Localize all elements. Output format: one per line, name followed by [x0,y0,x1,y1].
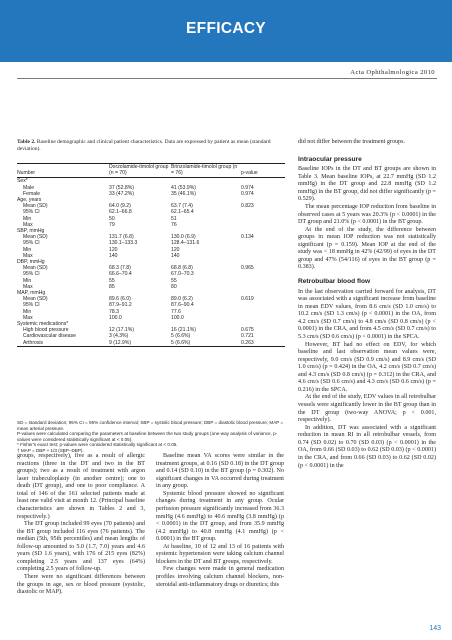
table-cell-pvalue [241,178,285,185]
table-cell-bt: 63.7 (7.4) [171,203,193,210]
table-footnote: † MAP = DBP + 1/3 (SBP–DBP). [17,447,84,453]
table-cell-label: Min [23,215,32,222]
body-paragraph: However, BT had no effect on EDV, for which baseline and last observation mean values were, respectively, 9.0 cm/s (SD 0.9 cm/s) and 8.9 cm/s (SD 1.0 cm/s) (p = 0.424) in the OA, 4.2 cm/s (SD 0.7 cm/s) and 4.3 cm/s (SD 0.8 cm/s) (p = 0.312) in the CRA, and 4.6 cm/s (SD 0.6 cm/s) and 4.3 cm/s (SD 0.6 cm/s) (p = 0.216) in the SPCA. [298,341,436,393]
table-cell-dt: 50 [109,215,115,222]
table-cell-bt: 128.4–131.6 [171,240,200,247]
table-cell-bt: 62.1–65.4 [171,209,194,216]
section-heading-rbf: Retrobulbar blood flow [298,278,371,285]
table-cell-label: 95% CI [23,209,40,216]
body-paragraph: groups, respectively), five as a result of allergic reactions (three in the DT and two in the BT groups); two as a result of treatment with argon laser trabeculoplasty (in another centre); one to death (DT group), and one to poor compliance. A total of 146 of the 161 selected patients made at least one valid visit at month 12. (Principal baseline characteristics are shown in Tables 2 and 3, respectively.) [17,453,145,520]
table-cell-pvalue: 0.675 [241,327,254,334]
body-paragraph: At baseline, 10 of 12 and 13 of 16 patients with systemic hypertension were taking calcium channel blockers in the DT and BT groups, respectively. [156,543,284,565]
table-cell-dt [109,178,171,185]
table-cell-dt: 62.1–66.8 [109,209,132,216]
table-caption-text: Baseline demographic and clinical patient characteristics. Data are expressed by patient as mean (standard deviation). [17,139,271,152]
table-header-number: Number [17,164,109,178]
journal-name: Acta Ophthalmologica 2010 [350,69,435,76]
table-body [17,178,285,346]
body-paragraph: The mean percentage IOP reduction from baseline in observed cases at 5 years was 20.3% (p < 0.0001) in the DT group and 21.0% (p < 0.0001) in the BT group. [298,203,436,226]
table-cell-dt: 66.6–70.4 [109,271,132,278]
table-cell-dt: 131.7 (6.8) [109,234,134,241]
body-paragraph: In addition, DT was associated with a significant reduction in mean RI in all retrobulbar vessels, from 0.74 (SD 0.02) to 0.70 (SD 0.03) (p < 0.0001) in the OA, from 0.66 (SD 0.03) to 0.62 (SD 0.03) (p < 0.0001) in the CRA, and from 0.66 (SD 0.03) to 0.62 (SD 0.02) (p < 0.0001) in the [298,424,436,469]
table-cell-pvalue: 0.974 [241,190,254,197]
table-cell-bt: 140 [171,252,180,259]
table-cell-pvalue: 0.263 [241,340,285,347]
body-paragraph: In the last observation carried forward for analysis, DT was associated with a significant increase from baseline in mean EDV values, from 8.6 cm/s (SD 1.0 cm/s) to 10.2 cm/s (SD 1.3 cm/s) (p < 0.0001) in the OA, from 4.2 cm/s (SD 0.7 cm/s) to 4.8 cm/s (SD 0.8 cm/s) (p < 0.0001) in the CRA, and from 4.5 cm/s (SD 0.7 cm/s) to 5.3 cm/s (SD 0.6 cm/s) (p < 0.0001) in the SPCA. [298,288,436,340]
table-cell-label: Age, years [17,197,42,204]
table-header-dt: Dorzolamide-timolol group (n = 70) [109,164,171,178]
table-caption-label: Table 2. [17,139,36,145]
table-cell-label: 95% CI [23,271,40,278]
section-heading-iop: Intraocular pressure [298,155,362,163]
table-cell-pvalue: 0.134 [241,234,254,241]
table-caption [17,139,285,152]
table-cell-label: Max [23,283,33,290]
body-paragraph: The DT group included 99 eyes (70 patients) and the BT group included 116 eyes (76 patients). The median (5th, 95th percentiles) and mean lengths of follow-up amounted to 5.0 (1.7, 7.0) years and 4.6 years (SD 1.6 years), with 176 of 215 eyes (82%) completing 2.5 years and 137 eyes (64%) completing 2.5 years of follow-up. [17,521,145,573]
body-paragraph: did not differ between the treatment groups. [298,139,406,145]
table-cell-label: Mean (SD) [23,203,48,210]
table-cell-bt: 5 (6.6%) [171,340,241,347]
table-cell-label: Min [23,246,32,253]
body-paragraph: Baseline IOPs in the DT and BT groups are shown in Table 3. Mean baseline IOPs, at 22.7 mmHg (SD 1.2 mmHg) in the DT group and 22.8 mmHg (SD 1.2 mmHg) in the BT group, did not differ significantly (p = 0.529). [298,166,436,203]
body-paragraph: Baseline mean VA scores were similar in the treatment groups, at 0.16 (SD 0.18) in the DT group and 0.14 (SD 0.10) in the BT group (p = 0.302). No significant changes in VA occurred during treatment in any group. [156,453,284,490]
body-column-left [17,453,145,597]
table-cell-label: 95% CI [23,240,40,247]
table-cell-dt: 79 [109,221,115,228]
table-cell-label: MAP, mmHg [17,290,46,297]
table-cell-pvalue: 0.965 [241,265,254,272]
table-cell-pvalue: 0.619 [241,296,254,303]
table-cell-label: Min [23,277,32,284]
body-paragraph: Few changes were made in general medication profiles involving calcium channel blockers, non-steroidal anti-inflammatory drugs or diuretics; this [156,566,284,588]
table-cell-dt: 55 [109,277,115,284]
table-cell-bt: 100.0 [171,314,184,321]
table-cell-bt: 80 [171,283,177,290]
table-cell-dt: 12 (17.1%) [109,327,134,334]
table-cell-dt: 78.3 [109,308,119,315]
table-cell-dt: 64.0 (9.2) [109,203,131,210]
body-paragraph: At the end of the study, the difference between groups in mean IOP reduction was not statistically significant (p = 0.159). Mean IOP at the end of the study was < 18 mmHg in 42% (42/99) of eyes in the DT group and 47% (54/116) of eyes in the BT group (p = 0.383). [298,226,436,271]
table-cell-dt: 68.3 (7.8) [109,265,131,272]
table-cell-label: Arthrosis [17,340,109,347]
table-cell-label: Systemic medications* [17,321,69,328]
table-cell-label: Max [23,252,33,259]
table-cell-dt: 100.0 [109,314,122,321]
table-cell-bt: 77.6 [171,308,181,315]
table-cell-label: Max [23,221,33,228]
table-footnotes [17,420,285,454]
table-cell-dt: 140 [109,252,118,259]
table-cell-label: Male [23,184,35,191]
table-cell-dt: 3 (4.3%) [109,333,129,340]
table-cell-label: Min [23,308,32,315]
table-cell-dt: 9 (12.9%) [109,340,171,347]
table-cell-dt: 85 [109,283,115,290]
table-cell-dt: 89.6 (6.0) [109,296,131,303]
table-cell-dt: 120 [109,246,118,253]
table-row [17,340,285,347]
table-cell-label: DBP, mmHg [17,259,45,266]
table-cell-bt: 120 [171,246,180,253]
header-rule [17,78,437,79]
body-paragraph: At the end of the study, EDV values in all retrobulbar vessels were significantly lower in the BT group than in the DT group (two-way ANOVA; p < 0.001, respectively). [298,394,436,424]
table-cell-bt: 51 [171,215,177,222]
table-footnote: SD = standard deviation; 95% CI = 95% confidence interval; SBP = systolic blood pressure; DBP = diastolic blood pressure; MAP = mean arterial pressure. [17,420,284,431]
page-number: 143 [429,625,441,632]
table-cell-label: High blood pressure [23,327,69,334]
section-title: EFFICACY [186,20,266,37]
table-footnote: * Fisher's exact test; p-values were considered statistically significant at < 0.05. [17,442,178,448]
table-cell-bt: 41 (53.9%) [171,184,196,191]
table-cell-label: Sex* [17,178,28,185]
table-cell-label: Max [23,314,33,321]
table-cell-pvalue: 0.974 [241,184,254,191]
body-paragraph: There were no significant differences between the groups in age, sex or blood pressure (systolic, diastolic or MAP). [17,574,145,596]
table-cell-bt: 68.8 (6.8) [171,265,193,272]
table-cell-dt: 33 (47.2%) [109,190,134,197]
table-footnote: P-values were calculated comparing the parameters at baseline between the two study groups (one-way analysis of variance, p-values were considered statistically significant at < 0.05). [17,431,278,442]
table-row [17,178,285,185]
demographics-table [17,163,285,347]
table-cell-bt: 55 [171,277,177,284]
table-cell-dt: 87.9–91.2 [109,302,132,309]
table-cell-bt: 5 (6.6%) [171,333,191,340]
table-header-pvalue: p-value [241,164,285,178]
table-cell-pvalue: 0.721 [241,333,254,340]
table-cell-label: Mean (SD) [23,234,48,241]
table-header-bt: Brinzolamide-timolol group (n = 76) [171,164,241,178]
table-cell-bt: 35 (46.1%) [171,190,196,197]
body-paragraph: Systemic blood pressure showed no significant changes during treatment in any group. Ocular perfusion pressure significantly increased from 36.3 mmHg (4.6 mmHg) to 40.6 mmHg (3.8 mmHg) (p < 0.0001) in the DT group, and from 35.9 mmHg (4.2 mmHg) to 40.8 mmHg (4.1 mmHg) (p < 0.0001) in the BT group. [156,490,284,543]
body-column-middle [156,453,284,589]
table-cell-bt: 67.0–70.3 [171,271,194,278]
section-banner [0,0,452,62]
body-column-right [298,139,436,470]
table-cell-label: Mean (SD) [23,296,48,303]
table-cell-dt: 130.1–133.3 [109,240,138,247]
table-cell-dt: 37 (52.8%) [109,184,134,191]
table-cell-label: SBP, mmHg [17,228,45,235]
table-cell-label: Female [23,190,40,197]
table-cell-bt: 87.6–90.4 [171,302,194,309]
table-cell-bt: 89.0 (6.2) [171,296,193,303]
table-cell-pvalue: 0.823 [241,203,254,210]
table-cell-bt: 76 [171,221,177,228]
table-cell-bt: 130.0 (6.9) [171,234,196,241]
table-cell-bt: 16 (21.1%) [171,327,196,334]
table-cell-label: Cardiovascular disease [23,333,76,340]
table-cell-label: 95% CI [23,302,40,309]
table-cell-bt [171,178,241,185]
table-cell-label: Mean (SD) [23,265,48,272]
